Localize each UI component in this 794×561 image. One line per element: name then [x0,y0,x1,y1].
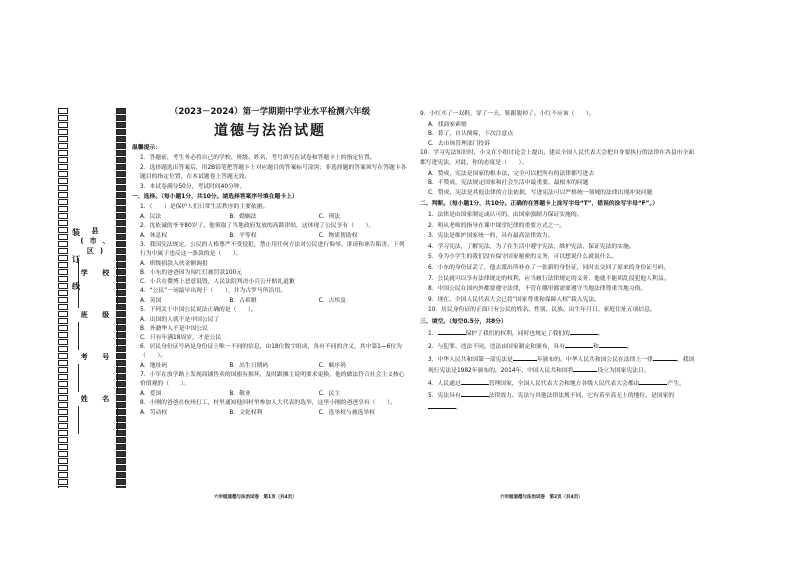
question-9 [420,110,696,149]
field-box[interactable] [78,322,118,350]
binding-cell [58,199,68,205]
binding-cell [116,437,126,443]
option: C．古埃及 [318,298,346,304]
answer-blank[interactable] [461,378,489,385]
binding-cell [116,150,126,156]
question-5 [132,306,408,343]
binding-cell [58,129,68,135]
judge-item: 10．居民身份证的正面只有公民的姓名、性别、民族、出生年月日、家庭住址五项信息。 [428,307,656,314]
option: C．只有年满18周岁，才是公民 [140,335,221,341]
binding-cell [58,115,68,121]
binding-cell [58,276,68,282]
binding-cell [58,248,68,254]
judge-item: 3．宪法是维护国家统一的，具有最高法律效力。 [428,233,554,240]
fill-item-2 [420,341,696,353]
option: C．赞成，宪法是其他法律的立法依据，写进宪法可以严格统一领域的法律出现冲突问题 [428,189,653,196]
binding-cell [116,185,126,191]
binding-cell [116,157,126,163]
binding-cell [58,437,68,443]
question-3 [132,241,408,287]
question-options [132,409,408,418]
binding-cell [58,269,68,275]
judge-item: 4．学习宪法，了解宪法，为了在生活中遵守宪法，维护宪法，保证宪法的实施。 [428,243,635,250]
fill-text: 4．人民通过 [428,380,461,387]
fill-text: 。 [597,331,604,338]
binding-cell [58,318,68,324]
fill-text: 和 [593,344,599,351]
binding-cell [116,206,126,212]
question-options [132,297,408,306]
option: C．刑法 [318,214,341,220]
binding-cell [58,465,68,471]
judge-item: 7．公民就可以享有法律规定的权利，应当履行法律规定的义务，他就不能胡乱侵犯他人利益。 [428,275,670,282]
answer-blank[interactable] [461,390,489,397]
question-options [132,390,408,399]
question-text: 2．沈依诚的爷爷80岁了，他领取了当地政府发放的高龄津贴，这体现了公民享有（ ）。 [140,223,375,229]
binding-cell [58,122,68,128]
binding-cell [58,220,68,226]
binding-cell [116,199,126,205]
field-exam-number[interactable] [78,352,118,392]
binding-cell [116,451,126,457]
fill-item-4 [420,378,696,390]
binding-cell [58,423,68,429]
binding-cell [116,164,126,170]
option: A．地址码 [140,363,168,369]
judge-item: 1．法律是由国家制定或认可的，由国家强制力保证实施的。 [428,211,583,218]
section1-heading: 一、选择。（每小题1分，共10分。請选择答案序号填在題卡上） [132,194,298,200]
fill-text: 管理国家，全国人民代表大会和地方各级人民代表大会都由 [488,380,640,387]
binding-cell [58,241,68,247]
left-page [132,108,408,418]
binding-cell [58,430,68,436]
fill-text: 设立为国家宪法日。 [597,368,650,375]
field-label: 姓 名 [80,395,116,403]
binding-cell [58,367,68,373]
fill-text: 。 [626,344,633,351]
option: C．小兵在微博上恶意诋毁，人民法院判决小兵公开赔礼道歉 [140,279,295,285]
binding-cell [58,150,68,156]
binding-cell [58,472,68,478]
exam-header: （2023－2024）第一学期期中学业水平检测六年级 [169,107,371,117]
question-8 [132,399,408,418]
section3-heading: 三、填空。（每空0.5分，共8分） [420,318,507,325]
answer-blank[interactable] [565,341,593,348]
field-school[interactable] [78,268,118,308]
option: B．平等权 [229,233,257,239]
binding-cell [58,346,68,352]
question-options [132,213,408,222]
option: B．出生日期码 [229,363,269,369]
binding-cell [58,171,68,177]
binding-cell [116,213,126,219]
option: B．敬业 [229,391,251,397]
binding-cell [58,164,68,170]
option: B．古希腊 [229,298,257,304]
tip-item: 2．选择题选出答案后，用2B铅笔把答题卡上对应题目的答案标号涂黑；非选择题的答案须写在答题卡各题目的指定位置，在本试题卷上答题无效。 [140,165,407,180]
binding-cell [116,472,126,478]
binding-cell [116,444,126,450]
tip-item: 1．答题前，考生务必将自己的学校、班级、姓名、考号填写在试卷和答题卡上的指定位置。 [140,155,376,161]
fill-text: 保护了我们的权利，同时也规定了我们的 [465,331,570,338]
binding-cell [58,402,68,408]
page-footer-left: 六年级道德与法治试卷 第1页（共4页） [214,495,297,500]
binding-cell [58,290,68,296]
fill-item-1 [420,328,696,340]
fill-item-3 [420,354,696,377]
binding-cell [58,206,68,212]
question-text: 8．小刚的爸爸在杭州打工，村里通知他回村里参加人大代表的选举，这里小刚的爸爸享有（ ）。 [140,400,396,406]
binding-cell [58,374,68,380]
page-footer-right: 六年级道德与法治试卷 第2页（共4页） [500,495,583,500]
option: B．算了，自认倒霉，下次注意点 [428,131,514,138]
binding-cell [58,297,68,303]
option: B．文化权利 [229,410,263,416]
option: A．爱国 [140,391,162,397]
judge-item: 5．身为小学生的我们没有保守国家秘密的义务，可以想说什么就说什么。 [428,254,618,261]
binding-cell [58,409,68,415]
option: B．外籍华人不是中国公民 [140,326,208,332]
section2-heading: 二、判断。（每小题1分，共10分。正确的在答题卡上涂写字母“T”，错误的涂写字母“F”。） [420,201,659,208]
fill-item-5 [420,390,696,413]
question-6 [132,343,408,371]
question-1 [132,203,408,222]
question-options [132,362,408,371]
fill-text: 。我国现行宪法是1982年颁布的，2014年，中国人民共和国将 [428,356,695,375]
question-text: 7．小军在放学路上发现商铺售卖的国旗有损坏，及时跟摊主说明要求更换，他的做法符合社会主义核心价值观的（ ）。 [140,372,405,387]
binding-cell [58,395,68,401]
judge-item: 6．小东的身份证丢了，他去派出所补办了一张新的身份证，同时去交回了原来的身份证号码。 [428,264,670,271]
binding-cell [58,332,68,338]
binding-cell [58,360,68,366]
binding-cell [58,451,68,457]
binding-cell [116,479,126,485]
binding-cell [116,465,126,471]
binding-cell [58,416,68,422]
binding-sequence-left [58,108,68,488]
answer-blank[interactable] [599,341,627,348]
answer-blank[interactable] [639,378,667,385]
option: C．选举权与被选举权 [318,410,375,416]
binding-cell [58,136,68,142]
question-text: 10．学习宪法知识时，小文在小组讨论会上提出，建议全国人民代表大会把自身要执行的法律在各县市全面都写进宪法，对此，你的态度是（ ）。 [420,150,695,166]
binding-cell [58,192,68,198]
option: B．不赞成，宪法规定国家和社会生活中最重要、最根本的问题 [428,180,589,187]
exam-title: 道德与法治试题 [214,123,326,139]
option: C．民主 [318,391,341,397]
binding-cell [116,129,126,135]
option: A．劳动权 [140,410,168,416]
field-label: 学 校 [80,269,116,277]
field-label: 考 号 [80,353,116,361]
option: C．顺序码 [318,363,346,369]
question-text: 5．下列关于中国公民说法正确的是（ ）。 [140,307,257,313]
binding-cell [58,486,68,488]
answer-blank[interactable] [573,365,597,372]
binding-cell [116,192,126,198]
fill-text: 1． [428,331,438,338]
binding-char: 线 [72,282,80,291]
judge-item: 2．明从老师的指导在课中课堂纪律的重要方式之一。 [428,222,566,229]
binding-cell [58,458,68,464]
binding-cell [58,304,68,310]
question-text: 6．居民身份证号码是身份证上唯一不同的信息，由18位数字组成，各有不同的含义，其中第1—6位为（ ）。 [140,344,402,359]
answer-blank[interactable] [438,328,466,335]
field-box[interactable] [78,406,118,434]
binding-cell [58,185,68,191]
binding-cell [58,283,68,289]
binding-strip [58,108,126,488]
binding-cell [58,213,68,219]
question-text: 1．（ ）是保护人们日常生活秩序的主要依据。 [140,204,269,210]
field-box[interactable] [78,364,118,392]
option: B．小东的爸爸因为闯红灯被罚款100元 [140,270,242,276]
tips-heading: 温馨提示： [132,145,161,151]
fill-text: 5．宪法具有 [428,393,461,400]
question-10 [420,149,696,198]
binding-cell [58,479,68,485]
binding-cell [58,388,68,394]
binding-char: 订 [72,255,80,264]
fill-text: 法律效力。宪法与其他法律法规不同，它有着至高无上的地位，是国家的 [488,393,675,400]
option: A．找商家索赔 [428,121,467,128]
option: C．物质帮助权 [318,233,358,239]
binding-cell [58,255,68,261]
question-text: 9．小红买了一双鞋，穿了一天，鞋跟脱掉了。小红不应该（ ）。 [420,111,595,117]
binding-cell [58,234,68,240]
option: A．休息权 [140,233,168,239]
field-label: 班 级 [80,311,116,319]
field-label: 县(市、区) [80,227,116,255]
answer-blank[interactable] [428,402,456,409]
option: B．婚姻法 [229,214,257,220]
fill-text: 。 [456,405,462,412]
fill-text: 年颁布的。中华人民共和国公民在法律上一律 [536,356,653,363]
judge-item: 8．中国公民在国内外都要遵守法律，不管在哪里都需要遵守当地法律尊重当地习俗。 [428,286,647,293]
binding-cell [116,178,126,184]
binding-cell [116,143,126,149]
binding-cell [58,339,68,345]
option: A．英国 [140,298,162,304]
question-text: 4．“公民”一词最早出现于（ ），并为古罗马所沿用。 [140,288,286,294]
option: A．赞成，宪法是国家的根本法，完全可以把所有的法律都写进去 [428,170,595,177]
question-2 [132,222,408,241]
answer-blank[interactable] [513,354,537,361]
binding-cell [58,381,68,387]
question-text: 3．我国宪法规定，公民的人格尊严不受侵犯，禁止用任何方法对公民进行侮辱、诽谤和诬告陷害。下列行为中属于违反这一条款的是（ ）。 [140,242,405,257]
field-class[interactable] [78,310,118,350]
binding-cell [116,458,126,464]
binding-cell [58,108,68,114]
binding-cell [116,171,126,177]
answer-blank[interactable] [570,328,598,335]
binding-cell [58,227,68,233]
fill-text: 3．中华人民共和国第一部宪法是 [428,356,513,363]
field-box[interactable] [78,280,118,308]
option: A．出国的人就不是中国公民了 [140,317,220,323]
binding-cell [58,311,68,317]
fill-text: 产生。 [667,380,685,387]
binding-cell [116,115,126,121]
question-4 [132,287,408,306]
question-options [132,232,408,241]
option: C．去市场管理部门投诉 [428,140,491,147]
binding-cell [116,136,126,142]
field-name[interactable] [78,394,118,434]
binding-cell [58,157,68,163]
binding-cell [58,143,68,149]
binding-cell [58,444,68,450]
binding-char: 装 [72,228,80,237]
binding-cell [116,486,126,488]
binding-cell [116,108,126,114]
binding-cell [58,325,68,331]
binding-cell [58,178,68,184]
right-page [420,110,696,415]
option: A．民法 [140,214,162,220]
judge-item: 9．现在，全国人民代表大会已将“国家尊重和保障人权”载入宪法。 [428,296,601,303]
question-7 [132,371,408,399]
answer-blank[interactable] [653,354,677,361]
tip-item: 3．本试卷满分50分，考试时间40分钟。 [140,184,246,190]
fill-text: 2．与犯罪、违法不同，违法由国家制定和颁布，具有 [428,344,566,351]
binding-cell [58,353,68,359]
binding-cell [116,122,126,128]
binding-cell [58,262,68,268]
option: A．班级捐款入伙金额调捐 [140,261,208,267]
